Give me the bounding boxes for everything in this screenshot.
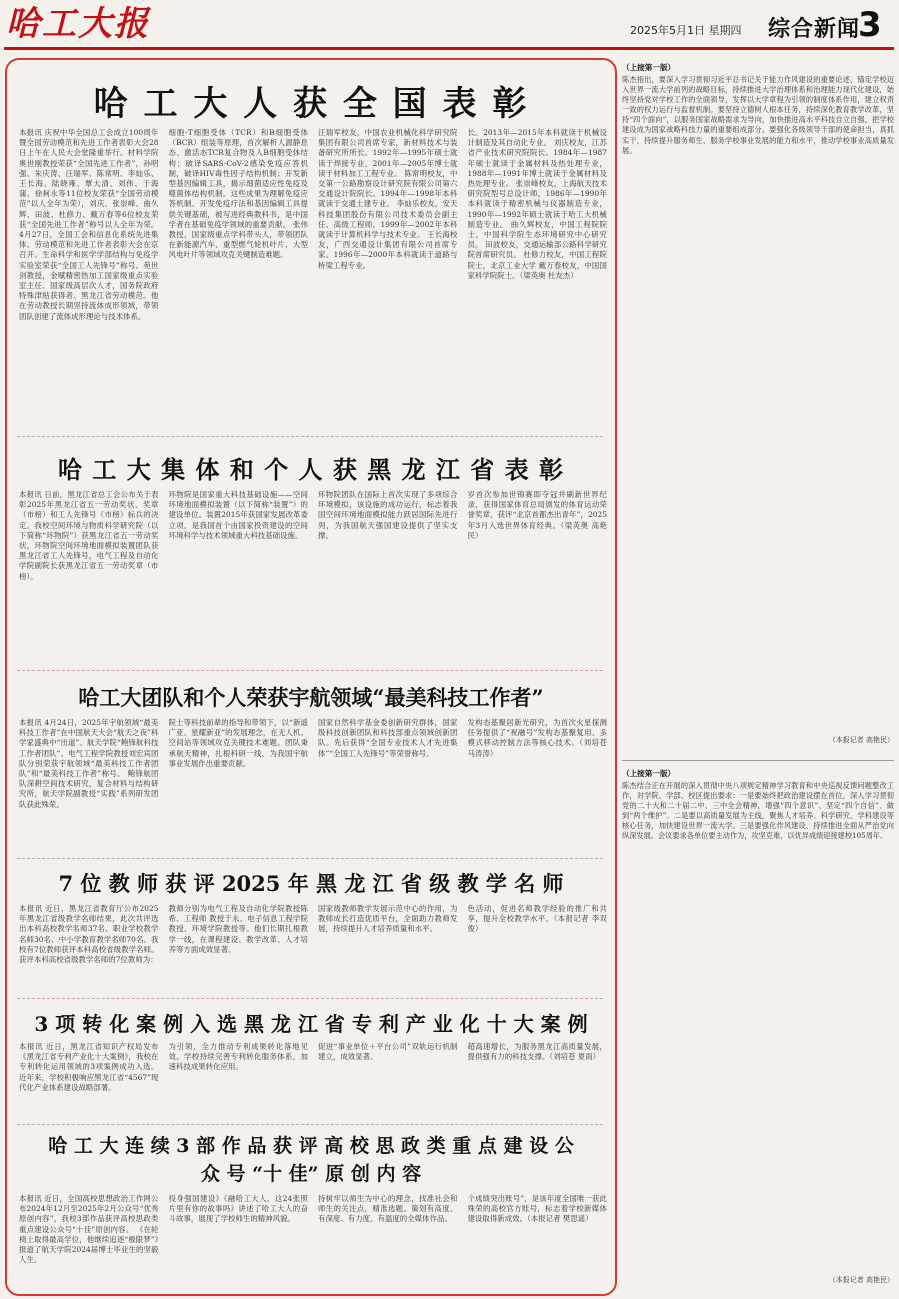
- headline: 哈 工 大 连 续 3 部 作 品 获 评 高 校 思 政 类 重 点 建 设 公 众 号 “十 佳” 原 创 内 容: [48, 1135, 574, 1185]
- headline: 3 项 转 化 案 例 入 选 黑 龙 江 省 专 利 产 业 化 十 大 案 例: [34, 1012, 588, 1036]
- article-divider: [17, 670, 603, 672]
- article-column: 本报讯 4月24日，2025年宇航领域“最美科技工作者”在中国航天大会“航天之夜”科学家盛典中“出道”。航天学院“鲍锋航科技工作者团队”、电气工程学院教授刘宏宾团队分别荣获宇航领域“最美科技工作者团队”和“最美科技工作者”称号。 鲍锋航团队深耕空间技术研究，复合材料与结构研究所，航天学院副教授“实践”系列研发团队获此殊荣。: [19, 718, 159, 809]
- article-column: 投身强国建设》《融哈工大人，这24张照片里有你的故事吗》讲述了哈工大人的奋斗故事，展现了学校师生的精神风貌。: [168, 1194, 308, 1224]
- article-patent-cases: [11, 1004, 611, 1120]
- page-number: 3: [858, 5, 882, 45]
- continuation-block: [622, 768, 894, 1294]
- continuation-tag: （上接第一版）: [622, 63, 676, 72]
- article-column: 汪瑞军校友，中国农业机械化科学研究院集团有限公司首席专家，新材料技术与装备研究所所长。1992年—1995年硕士就读于焊接专业，2001年—2005年博士就读于材料加工工程专业。 陈常明校友，中交第一公路勘察设计研究院有限公司第六交通设计院院长。1994年—1998年本科就读于交通土建专业。 李灿乐校友，安天科技集团股份有限公司技术委员会副主任、高级工程师，1999年—2002年本科就读于计算机科学与技术专业。 王长海校友，广西交通设计集团有限公司首席专家。1996年—2000年本科就读于道路与桥梁工程专业。: [318, 128, 458, 270]
- article-column: 持树牢以师生为中心的理念，找准社会和师生的关注点，精准选题、策划有高度、有深度、有力度、有温度的全媒体作品。: [318, 1194, 458, 1224]
- article-column: 本报讯 近日，全国高校思想政治工作网公布2024年12月至2025年2月公众号“优秀原创内容”，我校3部作品获评高校思政类重点建设公众号“十佳”原创内容。 《在轮椅上取得最高学位，他继续追逐“极限梦”》报道了航天学院2024届博士毕业生的坚毅人生。: [19, 1194, 159, 1265]
- article-column: 细胞-T细胞受体（TCR）和B细胞受体（BCR）组装等原理，首次解析人源静息态、激活态TCR复合物及人B细胞受体结构；破译SARS-CoV-2感染免疫应答机制，破译HIV毒性因子结构机制；开发新型基因编辑工具，揭示细菌适应性免疫及噬菌体结构机制。这些成果为理解免疫应答机制、开发免疫疗法和基因编辑工具提供关键基础，被写进经典教科书，是中国学者在基础免疫学领域的重要贡献。 张伟教授，国家级重点学科带头人，带领团队在新能源汽车、重型燃气轮机叶片、大型风电叶片等领域攻克关键制造难题。: [168, 128, 308, 260]
- column-divider: [622, 760, 894, 761]
- article-column: 环物院团队在国际上首次实现了多项综合环境模拟，该设施的成功运行，标志着我国空间环境地面模拟能力跃居国际先进行列，为我国航天强国建设提供了坚实支撑。: [318, 490, 458, 540]
- continuation-block: [622, 62, 894, 752]
- article-teaching-masters: [11, 864, 611, 994]
- headline: 哈工大团队和个人荣获宇航领域“最美科技工作者”: [78, 685, 544, 710]
- headline: 哈 工 大 人 获 全 国 表 彰: [93, 84, 529, 124]
- article-column: 发构态基聚居新光研究，为首次火星探测任务提供了“祝融号”发构态基聚复用、多模式移动控制方法等核心技术。（刘培苍 马涛涛）: [467, 718, 607, 758]
- main-news-frame: [5, 58, 617, 1296]
- masthead-rule: [4, 47, 894, 50]
- article-aerospace-award: [11, 676, 611, 854]
- continuation-tag: （上接第一版）: [622, 769, 676, 778]
- headline: 7 位 教 师 获 评 2025 年 黑 龙 江 省 级 教 学 名 师: [58, 871, 564, 896]
- article-wechat-top10: [11, 1130, 611, 1290]
- article-column: 超高速增长，为服务黑龙江高质量发展，提供强有力的科技支撑。（刘培苍 夏雨）: [467, 1042, 607, 1062]
- article-national-honor: [11, 66, 611, 432]
- article-column: 个成绩突出账号”，是该年度全国唯一获此殊荣的高校官方账号，标志着学校新媒体建设取得新成效。（本报记者 樊思遥）: [467, 1194, 607, 1224]
- article-column: 促进“事业单位＋平台公司”双轨运行机制建立，成效显著。: [318, 1042, 458, 1062]
- article-column: 国家自然科学基金委创新研究群体，国家级科技创新团队和科技部重点领域创新团队。先后获得“全国专业技术人才先进集体”“全国工人先锋号”等荣誉称号。: [318, 718, 458, 758]
- article-column: 教师分别为电气工程及自动化学院教授陈希、工程师 教授于永、电子信息工程学院教授、环境学院教授等。他们长期扎根教学一线，在课程建设、教学改革、人才培养等方面成效显著。: [168, 904, 308, 954]
- article-column: 长。2013年—2015年本科就读于机械设计制造及其自动化专业。 刘庆校友，江苏省产业技术研究院院长。1984年—1987年硕士就读于金属材料及热处理专业，1988年—1991年博士就读于金属材料及热处理专业。 张崇峰校友，上海航天技术研究院型号总设计师，1986年—1990年本科就读于精密机械与仪器制造专业，1990年—1992年硕士就读于哈工大机械制造专业。 曲久辉校友，中国工程院院士，中国科学院生态环境研究中心研究员。 田波校友，交通运输部公路科学研究院首席研究员。 杜修力校友，中国工程院院士，北京工业大学 戴万春校友，中国国家科学院院士。（梁英奥 杜友杰）: [467, 128, 607, 280]
- article-column: 色活动，促进名师教学经验的推广和共享，提升全校教学水平。（本报记者 李双俊）: [467, 904, 607, 934]
- article-column: 本报讯 庆祝中华全国总工会成立100周年暨全国劳动模范和先进工作者表彰大会28日上午在人民大会堂隆重举行。材料学院奥世刚教授荣获“全国先进工作者”，孙明强、朱庆涛、汪瑞军、陈常明、李灿乐、王长海、陆晓雍、覃大清、刘伟、于海蒲、徐柯永等11位校友荣获“全国劳动模范”以人全年为荣），刘庆、张崇峰、曲久辉、田波、杜修力、戴万春等6位校友荣获“全国先进工作者”称号以人全年为荣。 4月27日，全国工会和信息化系统先进集体、劳动模范和先进工作者表彰大会在京召开。生命科学和医学学部结构与免疫学实验室荣获“全国工人先锋号”称号。苑世剑教授，金赋精密热加工国家级重点实验室主任、国家级高层次人才，国务院政府特殊津贴获得者、黑龙江省劳动模范。他在劳动教授长期坚持流体成形领域，带领团队创建了流体成形理论与技术体系。: [19, 128, 159, 321]
- article-column: 院士等科技前辈的指导和带领下，以“新遥广亚、星耀新亚”的发展理念，在无人机、空间站等领域攻克关键技术难题。团队秉承航天精神，扎根科研一线，为我国宇航事业发展作出重要贡献。: [168, 718, 308, 768]
- article-divider: [17, 436, 603, 438]
- article-divider: [17, 998, 603, 1000]
- article-divider: [17, 1124, 603, 1126]
- article-divider: [17, 858, 603, 860]
- continuation-text: 陈杰结合正在开展的深入贯彻中央八项规定精神学习教育和中央巡视反馈问题整改工作，对学院、学部、校区提出要求：一是要始终把政治建设摆在首位，深入学习贯彻党的二十大和二十届二中、三中全会精神，增强“四个意识”、坚定“四个自信”、做到“两个维护”。二是要以高质量发展为主线，聚焦人才培养、科学研究、学科建设等核心任务，加快建设世界一流大学。三是要强化作风建设，持续推进全面从严治党向纵深发展。会议要求各单位要主动作为，攻坚克难，以优异成绩迎接建校105周年。: [622, 781, 894, 841]
- masthead: [0, 0, 899, 50]
- byline: （本报记者 高艳民）: [828, 1276, 894, 1284]
- article-column: 国家级教师教学发展示范中心的作用，为教师成长打造优质平台，全面助力教师发展，持续提升人才培养质量和水平。: [318, 904, 458, 934]
- byline: （本报记者 高艳民）: [828, 736, 894, 744]
- article-column: 为引领，全力推动专利成果转化落地见效。学校持续完善专利转化服务体系，加速科技成果转化应用。: [168, 1042, 308, 1072]
- section-title: 综合新闻: [768, 17, 861, 42]
- article-column: 本报讯 日前，黑龙江省总工会公布关于表彰2025年黑龙江省五一劳动奖状、奖章（市榜）和工人先锋号（市榜）标兵的决定。我校空间环境与物质科学研究院（以下简称“环物院”）获黑龙江省五一劳动奖状，环物院空间环境地面模拟装置团队获黑龙江省工人先锋号，电气工程及自动化学院副院长获黑龙江省五一劳动奖章（市榜）。: [19, 490, 159, 581]
- article-column: 环物院是国家重大科技基础设施——空间环境地面模拟装置（以下简称“装置”）的建设单位。装置2015年获国家发展改革委立项，是我国首个由国家投资建设的空间环境科学与技术领域重大科技基础设施。: [168, 490, 308, 540]
- continuation-column: [622, 58, 894, 1296]
- issue-date: 2025年5月1日 星期四: [630, 24, 742, 37]
- newspaper-logo: 哈工大报: [6, 4, 150, 44]
- continuation-text: 陈杰指出，要深入学习贯彻习近平总书记关于能力作风建设的重要论述，锚定学校迈入世界一流大学前列的战略目标，持续推进大学治理体系和治理能力现代化建设，始终坚持党对学校工作的全面领导，发挥以大学章程为引领的制度体系作用，建立权责一致的权力运行与监督机制。要坚持立德树人根本任务，持续深化教育教学改革，坚持“四个面向”，以服务国家战略需求为导向，加快推进高水平科技自立自强，把学校建设成为国家战略科技力量的重要组成部分。要强化各级领导干部的使命担当，真抓实干，持续提升服务师生、服务学校事业发展的能力和水平，推动学校事业高质量发展。: [622, 75, 894, 155]
- article-column: 岁首次参加世锦赛即夺冠并刷新世界纪录，获得国家体育总局颁发的体育运动荣誉奖章，获评“北京首都杰出青年”，2025年3月入选世界体育经典。（梁英奥 高艳民）: [467, 490, 607, 540]
- article-provincial-honor: [11, 444, 611, 666]
- headline: 哈 工 大 集 体 和 个 人 获 黑 龙 江 省 表 彰: [58, 455, 564, 484]
- article-column: 本报讯 近日，黑龙江省教育厅公布2025年黑龙江省级教学名师结果，此次共评选出本科高校教学名师37名、职业学校教学名师30名、中小学教育教学名师70名。我校有7位教师获评本科高校省级教学名师。 获评本科高校省级教学名师的7位教师为：: [19, 904, 159, 965]
- article-column: 本报讯 近日，黑龙江省知识产权局发布《黑龙江省专利产业化十大案例》，我校在专利转化运用领域的3项案例成功入选。 近年来，学校积极响应黑龙江省“4567”现代化产业体系建设战略部署。: [19, 1042, 159, 1092]
